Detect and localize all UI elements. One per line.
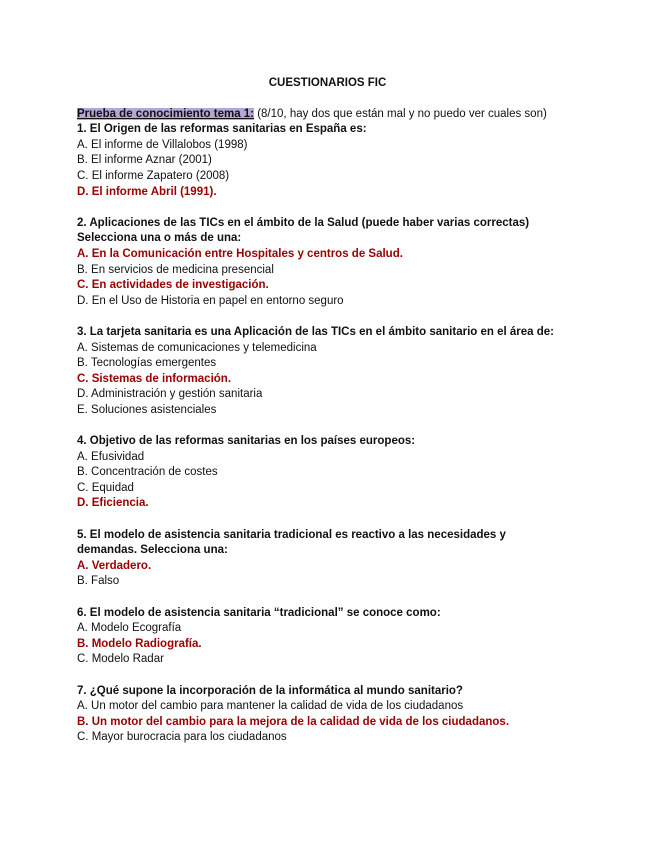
question-block (77, 122, 637, 200)
answer-option: A. Sistemas de comunicaciones y telemedicina (77, 341, 317, 354)
question-subtext: Selecciona una o más de una: (77, 232, 242, 245)
answer-option: E. Soluciones asistenciales (77, 403, 217, 416)
answer-option: C. Mayor burocracia para los ciudadanos (77, 731, 287, 744)
answer-option: D. Administración y gestión sanitaria (77, 388, 263, 401)
answer-option: B. Concentración de costes (77, 466, 218, 479)
answer-option: A. Un motor del cambio para mantener la calidad de vida de los ciudadanos (77, 700, 464, 713)
question-text: 3. La tarjeta sanitaria es una Aplicación de las TICs en el ámbito sanitario en el área de: (77, 325, 554, 338)
answer-option: C. Modelo Radar (77, 653, 164, 666)
answer-option: B. Falso (77, 575, 120, 588)
question-text: 1. El Origen de las reformas sanitarias en España es: (77, 123, 367, 136)
intro-label: Prueba de conocimiento tema 1: (77, 107, 255, 120)
question-text: 6. El modelo de asistencia sanitaria “tradicional” se conoce como: (77, 606, 441, 619)
correct-answer-option: B. Modelo Radiografía. (77, 637, 202, 650)
answer-option: C. El informe Zapatero (2008) (77, 169, 230, 182)
correct-answer-option: C. Sistemas de información. (77, 372, 232, 385)
correct-answer-option: D. El informe Abril (1991). (77, 185, 217, 198)
question-subtext: demandas. Selecciona una: (77, 544, 228, 557)
correct-answer-option: A. Verdadero. (77, 559, 152, 572)
question-block (77, 606, 637, 668)
answer-option: B. En servicios de medicina presencial (77, 263, 274, 276)
answer-option: D. En el Uso de Historia en papel en entorno seguro (77, 294, 344, 307)
answer-option: A. Modelo Ecografía (77, 622, 182, 635)
question-block (77, 528, 637, 590)
document-page (77, 76, 637, 746)
question-block (77, 216, 637, 310)
question-text: 2. Aplicaciones de las TICs en el ámbito de la Salud (puede haber varias correctas) (77, 216, 530, 229)
correct-answer-option: C. En actividades de investigación. (77, 279, 269, 292)
correct-answer-option: D. Eficiencia. (77, 497, 149, 510)
question-block (77, 684, 637, 746)
answer-option: A. Efusividad (77, 450, 145, 463)
question-text: 7. ¿Qué supone la incorporación de la informática al mundo sanitario? (77, 684, 463, 697)
answer-option: C. Equidad (77, 481, 134, 494)
answer-option: B. Tecnologías emergentes (77, 357, 217, 370)
correct-answer-option: A. En la Comunicación entre Hospitales y centros de Salud. (77, 247, 403, 260)
question-block (77, 325, 637, 419)
question-block (77, 434, 637, 512)
correct-answer-option: B. Un motor del cambio para la mejora de la calidad de vida de los ciudadanos. (77, 715, 510, 728)
intro-line (77, 107, 637, 123)
question-text: 5. El modelo de asistencia sanitaria tradicional es reactivo a las necesidades y (77, 528, 506, 541)
intro-text: (8/10, hay dos que están mal y no puedo ver cuales son) (254, 107, 547, 120)
question-text: 4. Objetivo de las reformas sanitarias en los países europeos: (77, 435, 416, 448)
document-title: CUESTIONARIOS FIC (268, 77, 387, 89)
answer-option: B. El informe Aznar (2001) (77, 154, 212, 167)
answer-option: A. El informe de Villalobos (1998) (77, 138, 248, 151)
